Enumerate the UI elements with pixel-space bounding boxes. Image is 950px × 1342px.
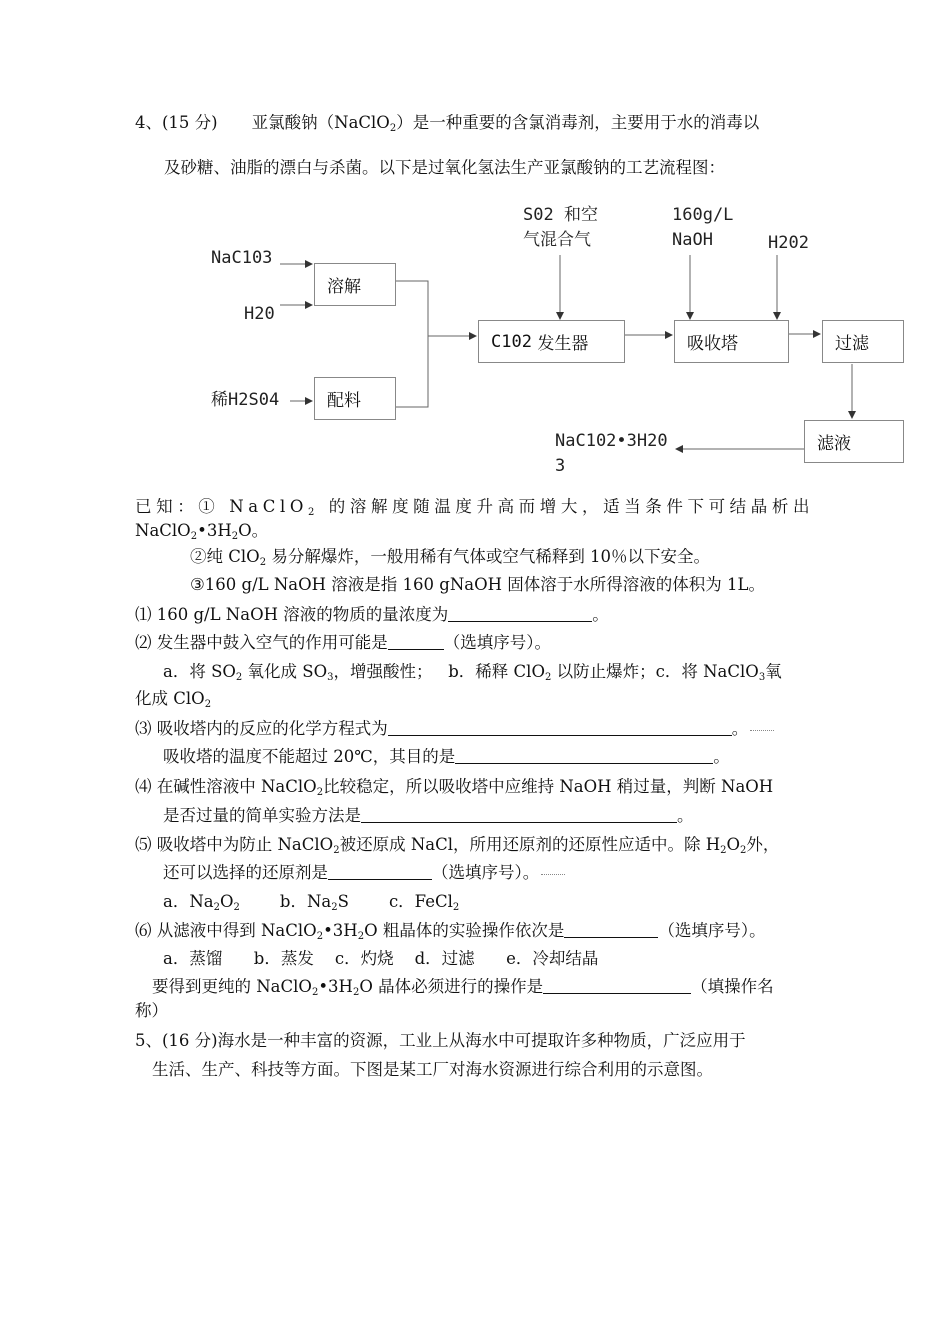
subscript: 2 bbox=[213, 902, 220, 913]
subscript: 2 bbox=[233, 902, 240, 913]
answer-blank-3b[interactable] bbox=[455, 747, 713, 764]
label-so2-air-2: 气混合气 bbox=[523, 230, 591, 250]
text: S bbox=[337, 892, 349, 911]
question-6b bbox=[152, 976, 774, 998]
text: 还可以选择的还原剂是 bbox=[163, 863, 328, 882]
subscript: 2 bbox=[331, 902, 338, 913]
known-line2 bbox=[135, 520, 268, 542]
label-naoh-conc: 160g/L bbox=[672, 205, 734, 225]
text: 的溶解度随温度升高而增大，适当条件下可结晶析出 bbox=[328, 497, 815, 516]
text: O 粗晶体的实验操作依次是 bbox=[364, 921, 565, 940]
text: ，增强酸性； b．稀释 ClO bbox=[333, 662, 545, 681]
question-2 bbox=[135, 632, 551, 654]
text: ⑶ 吸收塔内的反应的化学方程式为 bbox=[135, 719, 388, 738]
label-text: 稀 bbox=[211, 390, 228, 410]
text: （填操作名 bbox=[691, 977, 774, 996]
subscript: 2 bbox=[544, 672, 552, 683]
question-1 bbox=[135, 604, 609, 626]
text: 是否过量的简单实验方法是 bbox=[163, 806, 361, 825]
question-6-options: a．蒸馏 b．蒸发 c．灼烧 d．过滤 e．冷却结晶 bbox=[163, 949, 599, 968]
question-2-options-line2 bbox=[135, 688, 211, 710]
text: ⑷ 在碱性溶液中 NaClO bbox=[135, 777, 317, 796]
question-3b bbox=[163, 746, 730, 768]
text: 。 bbox=[677, 806, 694, 825]
question-5-line1 bbox=[135, 834, 779, 856]
question-2-options bbox=[163, 661, 782, 683]
text: （选填序号）。 bbox=[443, 633, 551, 652]
subscript: 2 bbox=[259, 557, 267, 568]
question-6b-line2: 称） bbox=[135, 1001, 168, 1020]
label-text: 和空 bbox=[563, 205, 598, 225]
text: 氧化成 SO bbox=[247, 662, 328, 681]
question-4-line1 bbox=[135, 776, 773, 798]
subscript: 2 bbox=[740, 845, 747, 856]
text: （选填序号）。 bbox=[658, 921, 766, 940]
q5-line1: 5、(16 分)海水是一种丰富的资源，工业上从海水中可提取许多种物质，广泛应用于 bbox=[135, 1031, 746, 1050]
question-5-line2 bbox=[163, 862, 565, 884]
label-naoh: NaOH bbox=[672, 230, 713, 250]
question-number: 4、(15 分) bbox=[135, 113, 218, 132]
q4-intro-line2: 及砂糖、油脂的漂白与杀菌。以下是过氧化氢法生产亚氯酸钠的工艺流程图： bbox=[164, 158, 725, 177]
text: 化成 ClO bbox=[135, 689, 205, 708]
subscript: 2 bbox=[190, 531, 198, 542]
text: ⑵ 发生器中鼓入空气的作用可能是 bbox=[135, 633, 388, 652]
text: O。 bbox=[238, 521, 269, 540]
text: 要得到更纯的 NaClO bbox=[152, 977, 312, 996]
text: 比较稳定，所以吸收塔中应维持 NaOH 稍过量，判断 NaOH bbox=[323, 777, 774, 796]
label-dilute-h2so4 bbox=[211, 388, 279, 412]
box-text: C102 bbox=[491, 331, 532, 352]
text: O 晶体必须进行的操作是 bbox=[359, 977, 544, 996]
option-b bbox=[280, 892, 349, 911]
label-naclo3: NaC103 bbox=[211, 248, 273, 268]
intro-text: ）是一种重要的含氯消毒剂，主要用于水的消毒以 bbox=[396, 113, 760, 132]
answer-blank-6b[interactable] bbox=[543, 977, 691, 994]
subscript: 2 bbox=[231, 531, 239, 542]
subscript: 2 bbox=[316, 931, 324, 942]
text: O bbox=[726, 835, 741, 854]
text: ⑸ 吸收塔中为防止 NaClO bbox=[135, 835, 334, 854]
label-h2o: H20 bbox=[244, 304, 275, 324]
box-clo2-generator bbox=[478, 320, 625, 363]
text: •3H bbox=[318, 977, 353, 996]
label-text: S02 bbox=[523, 205, 554, 225]
text: •3H bbox=[197, 521, 232, 540]
text: 外， bbox=[746, 835, 780, 854]
option-a bbox=[163, 892, 240, 911]
known-item3: ③160 g/L NaOH 溶液是指 160 gNaOH 固体溶于水所得溶液的体积为 1L。 bbox=[190, 575, 765, 594]
text: •3H bbox=[323, 921, 358, 940]
answer-blank-6[interactable] bbox=[564, 921, 658, 938]
text: 。 bbox=[592, 605, 609, 624]
text: 已知：① NaClO bbox=[135, 497, 308, 516]
intro-text: 亚氯酸钠（NaClO bbox=[251, 113, 390, 132]
subscript: 2 bbox=[311, 987, 319, 998]
answer-blank-3[interactable] bbox=[388, 719, 732, 736]
text: a．将 SO bbox=[163, 662, 236, 681]
label-h2o2: H202 bbox=[768, 233, 809, 253]
text: c．FeCl bbox=[388, 892, 453, 911]
question-3 bbox=[135, 718, 774, 740]
text: ⑴ 160 g/L NaOH 溶液的物质的量浓度为 bbox=[135, 605, 449, 624]
text: 被还原成 NaCl，所用还原剂的还原性应适中。除 H bbox=[339, 835, 721, 854]
dotted-mark bbox=[750, 730, 774, 731]
question-5-options bbox=[163, 891, 459, 913]
answer-blank-4[interactable] bbox=[361, 806, 677, 823]
subscript: 3 bbox=[758, 672, 766, 683]
answer-blank-5[interactable] bbox=[328, 863, 432, 880]
text: ②纯 ClO bbox=[190, 547, 260, 566]
subscript: 2 bbox=[389, 123, 397, 134]
label-text: H2S04 bbox=[228, 390, 280, 410]
known-item2 bbox=[190, 546, 710, 568]
answer-blank-1[interactable] bbox=[448, 605, 592, 622]
option-c bbox=[389, 892, 459, 911]
label-product: NaC102•3H20 bbox=[555, 431, 668, 451]
subscript: 2 bbox=[452, 902, 460, 913]
label-so2-air bbox=[523, 203, 598, 227]
box-filter: 过滤 bbox=[822, 320, 904, 363]
text: 以防止爆炸；c．将 NaClO bbox=[556, 662, 759, 681]
subscript: 2 bbox=[235, 672, 243, 683]
dotted-mark bbox=[541, 874, 565, 875]
known-line1 bbox=[135, 496, 814, 518]
subscript: 2 bbox=[316, 787, 324, 798]
box-mix: 配料 bbox=[314, 377, 396, 420]
subscript: 2 bbox=[357, 931, 365, 942]
box-absorber: 吸收塔 bbox=[674, 320, 789, 363]
merge-bracket bbox=[396, 281, 428, 407]
subscript: 2 bbox=[204, 699, 212, 710]
subscript: 2 bbox=[720, 845, 727, 856]
text: （选填序号）。 bbox=[432, 863, 540, 882]
question-6 bbox=[135, 920, 766, 942]
subscript: 2 bbox=[307, 507, 319, 518]
text: a．Na bbox=[163, 892, 214, 911]
text: 。 bbox=[713, 747, 730, 766]
text: 易分解爆炸，一般用稀有气体或空气稀释到 10％以下安全。 bbox=[271, 547, 711, 566]
text: ⑹ 从滤液中得到 NaClO bbox=[135, 921, 317, 940]
subscript: 2 bbox=[333, 845, 340, 856]
flow-chart bbox=[0, 0, 950, 490]
box-filtrate: 滤液 bbox=[804, 420, 904, 463]
text: NaClO bbox=[135, 521, 191, 540]
text: O bbox=[220, 892, 234, 911]
q5-line2: 生活、生产、科技等方面。下图是某工厂对海水资源进行综合利用的示意图。 bbox=[152, 1060, 713, 1079]
text: 氧 bbox=[765, 662, 782, 681]
label-product-2: 3 bbox=[555, 456, 566, 476]
question-4-line2 bbox=[163, 805, 694, 827]
subscript: 3 bbox=[327, 672, 334, 683]
text: b．Na bbox=[279, 892, 332, 911]
subscript: 2 bbox=[352, 987, 360, 998]
text: 吸收塔的温度不能超过 20℃，其目的是 bbox=[163, 747, 456, 766]
text: 。 bbox=[731, 719, 749, 738]
box-text: 发生器 bbox=[537, 334, 589, 354]
box-dissolve: 溶解 bbox=[314, 263, 396, 306]
answer-blank-2[interactable] bbox=[388, 633, 444, 650]
